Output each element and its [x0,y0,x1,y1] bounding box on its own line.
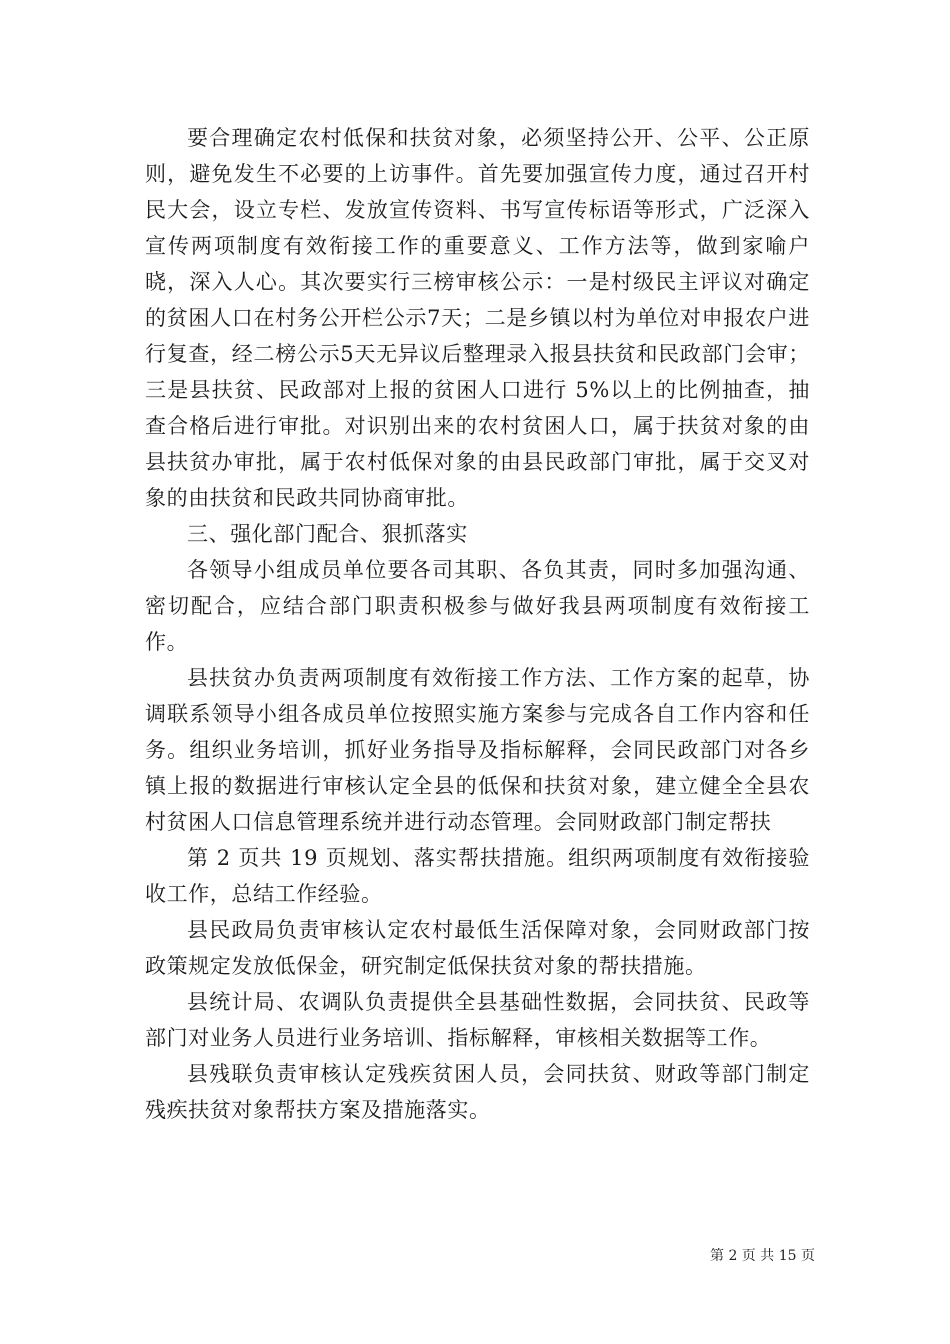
paragraph-review-publicity: 要合理确定农村低保和扶贫对象，必须坚持公开、公平、公正原则，避免发生不必要的上访事件。首先要加强宣传力度，通过召开村民大会，设立专栏、发放宣传资料、书写宣传标语等形式，广泛深入宣传两项制度有效衔接工作的重要意义、工作方法等，做到家喻户晓，深入人心。其次要实行三榜审核公示：一是村级民主评议对确定的贫困人口在村务公开栏公示7天；二是乡镇以村为单位对申报农户进行复查，经二榜公示5天无异议后整理录入报县扶贫和民政部门会审；三是县扶贫、民政部对上报的贫困人口进行 5%以上的比例抽查，抽查合格后进行审批。对识别出来的农村贫困人口，属于扶贫对象的由县扶贫办审批，属于农村低保对象的由县民政部门审批，属于交叉对象的由扶贫和民政共同协商审批。 [145,126,810,510]
section-heading-three: 三、强化部门配合、狠抓落实 [187,522,468,546]
paragraph-disabled-federation: 县残联负责审核认定残疾贫困人员，会同扶贫、财政等部门制定残疾扶贫对象帮扶方案及措施落实。 [145,1062,810,1122]
document-body [145,120,810,1128]
paragraph-member-units: 各领导小组成员单位要各司其职、各负其责，同时多加强沟通、密切配合，应结合部门职责积极参与做好我县两项制度有效衔接工作。 [145,558,810,654]
paragraph-poverty-office: 县扶贫办负责两项制度有效衔接工作方法、工作方案的起草，协调联系领导小组各成员单位按照实施方案参与完成各自工作内容和任务。组织业务培训，抓好业务指导及指标解释，会同民政部门对各乡镇上报的数据进行审核认定全县的低保和扶贫对象，建立健全全县农村贫困人口信息管理系统并进行动态管理。会同财政部门制定帮扶 [145,666,810,834]
paragraph-civil-affairs: 县民政局负责审核认定农村最低生活保障对象，会同财政部门按政策规定发放低保金，研究制定低保扶贫对象的帮扶措施。 [145,918,810,978]
page-number-footer: 第 2 页 共 15 页 [710,1248,815,1264]
paragraph-page-continuation: 第 2 页共 19 页规划、落实帮扶措施。组织两项制度有效衔接验收工作，总结工作经验。 [145,846,810,906]
paragraph-statistics-bureau: 县统计局、农调队负责提供全县基础性数据，会同扶贫、民政等部门对业务人员进行业务培训、指标解释，审核相关数据等工作。 [145,990,810,1050]
